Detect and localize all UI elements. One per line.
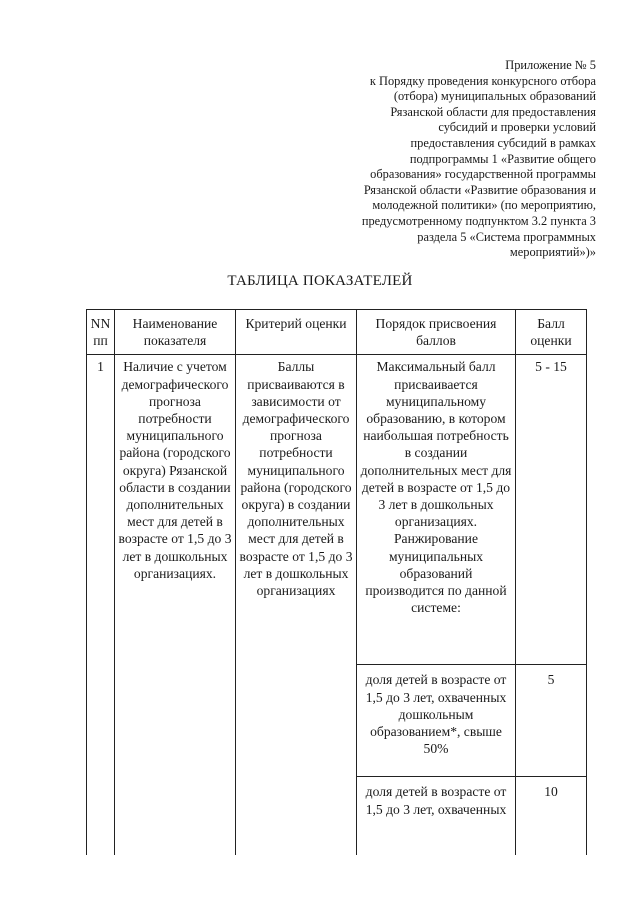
appendix-line: подпрограммы 1 «Развитие общего: [409, 151, 596, 166]
cell-procedure: Максимальный балл присваивается муниципальному образованию, в котором наибольшая потребность в создании дополнительных мест для детей в возрасте от 1,5 до 3 лет в дошкольных организациях. Ранжирование муниципальных образований производится по данной системе:: [357, 355, 516, 665]
appendix-line: предусмотренному подпунктом 3.2 пункта 3: [361, 213, 596, 228]
appendix-line: предоставления субсидий в рамках: [410, 135, 596, 150]
cell-score: 10: [516, 777, 587, 855]
appendix-line: раздела 5 «Система программных: [417, 229, 596, 244]
cell-score-range: 5 - 15: [516, 355, 587, 665]
appendix-line: (отбора) муниципальных образований: [393, 89, 596, 104]
appendix-line: Рязанской области «Развитие образования и: [363, 182, 596, 197]
appendix-line: Рязанской области для предоставления: [390, 104, 596, 119]
appendix-line: Приложение № 5: [505, 58, 596, 72]
cell-procedure: доля детей в возрасте от 1,5 до 3 лет, охваченных: [357, 777, 516, 855]
appendix-header: [306, 58, 596, 261]
table-title: ТАБЛИЦА ПОКАЗАТЕЛЕЙ: [227, 273, 413, 289]
cell-criterion: Баллы присваиваются в зависимости от демографического прогноза потребности муниципального района (городского округа) в создании дополнительных мест для детей в возрасте от 1,5 до 3 лет в дошкольных организациях: [236, 355, 357, 855]
cell-nn: 1: [87, 355, 115, 855]
cell-procedure: доля детей в возрасте от 1,5 до 3 лет, охваченных дошкольным образованием*, свыше 50%: [357, 665, 516, 777]
appendix-line: мероприятий»)»: [509, 245, 596, 260]
header-nn: NN пп: [87, 310, 115, 355]
header-procedure: Порядок присвоения баллов: [357, 310, 516, 355]
indicators-table: [86, 309, 587, 855]
table-header-row: [87, 310, 587, 355]
table-row: [87, 355, 587, 665]
appendix-line: субсидий и проверки условий: [438, 120, 596, 135]
header-score: Балл оценки: [516, 310, 587, 355]
appendix-line: образования» государственной программы: [370, 167, 596, 182]
cell-score: 5: [516, 665, 587, 777]
appendix-line: молодежной политики» (по мероприятию,: [372, 198, 596, 213]
header-name: Наименование показателя: [115, 310, 236, 355]
appendix-line: к Порядку проведения конкурсного отбора: [369, 73, 596, 88]
cell-indicator-name: Наличие с учетом демографического прогноза потребности муниципального района (городского округа) Рязанской области в создании дополнительных мест для детей в возрасте от 1,5 до 3 лет в дошкольных организациях.: [115, 355, 236, 855]
header-criterion: Критерий оценки: [236, 310, 357, 355]
